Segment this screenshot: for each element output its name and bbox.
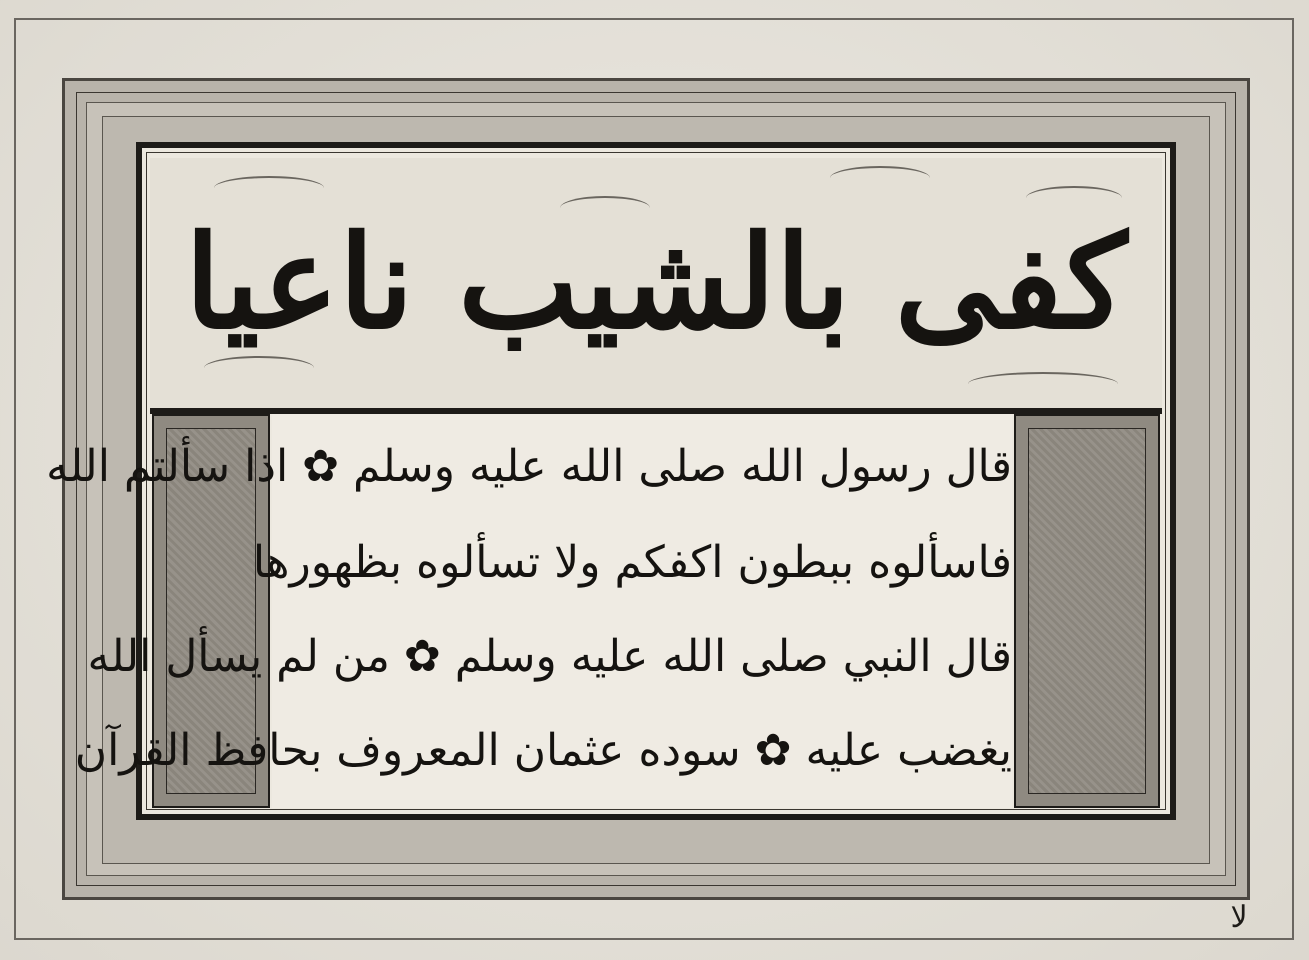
side-panel-right-inner	[1028, 428, 1146, 794]
text-line-3: قال النبي صلى الله عليه وسلم ✿ من لم يسأل الله	[87, 631, 1012, 682]
text-line-4: يغضب عليه ✿ سوده عثمان المعروف بحافظ القرآن	[74, 725, 1012, 776]
text-line-2: فاسألوه ببطون اكفكم ولا تسألوه بظهورها	[252, 537, 1012, 588]
corner-mark: ﻻ	[1230, 900, 1248, 935]
calligraphy-heading: كفى بالشيب ناعيا	[184, 208, 1128, 358]
text-line-1: قال رسول الله صلى الله عليه وسلم ✿ اذا سألتم الله	[46, 441, 1012, 492]
